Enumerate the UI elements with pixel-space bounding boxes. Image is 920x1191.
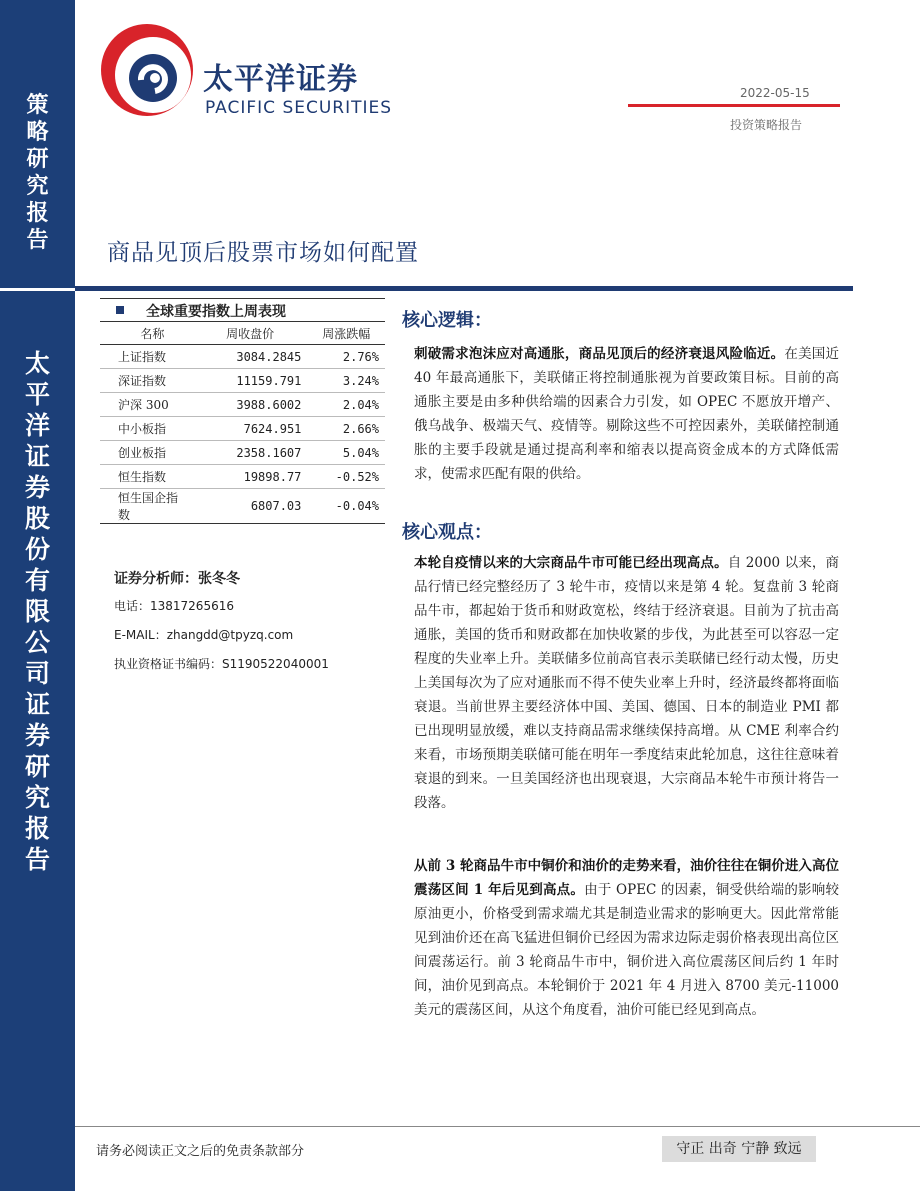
index-name: 中小板指 — [100, 417, 193, 441]
index-name: 上证指数 — [100, 345, 193, 369]
analyst-info — [114, 568, 329, 684]
report-type: 投资策略报告 — [730, 118, 803, 132]
table-row — [100, 345, 385, 369]
analyst-name: 证券分析师：张冬冬 — [114, 571, 240, 587]
index-name: 创业板指 — [100, 441, 193, 465]
table-row — [100, 369, 385, 393]
index-name: 深证指数 — [100, 369, 193, 393]
brand-name-cn: 太平洋证券 — [203, 62, 358, 97]
table-row — [100, 393, 385, 417]
table-header-row — [100, 322, 385, 345]
company-logo-icon — [97, 20, 197, 120]
table-row — [100, 489, 385, 524]
index-change: 2.66% — [307, 417, 385, 441]
index-close: 2358.1607 — [193, 441, 308, 465]
header-accent-line — [628, 104, 840, 107]
analyst-phone: 电话：13817265616 — [114, 599, 234, 613]
report-title: 商品见顶后股票市场如何配置 — [107, 240, 419, 266]
index-change: -0.04% — [307, 489, 385, 524]
core-view-body-2: 由于 OPEC 的因素，铜受供给端的影响较原油更小，价格受到需求端尤其是制造业需求的影响更大。因此常常能见到油价还在高飞猛进但铜价已经因为需求边际走弱价格表现出高位区间震荡运行。前 3 轮商品牛市中，铜价进入高位震荡区间后约 1 年时间，油价见到高点。本轮铜价于 2021 年 4 月进入 8700 美元-11000 美元的震荡区间，从这个角度看，油价可能已经见到高点。 — [414, 882, 839, 1018]
core-view-lead-1: 本轮自疫情以来的大宗商品牛市可能已经出现高点。 — [414, 555, 728, 571]
core-view-paragraph-1 — [414, 551, 839, 815]
col-header-change: 周涨跌幅 — [307, 322, 385, 345]
index-name: 恒生国企指数 — [100, 489, 193, 524]
index-box-header — [100, 298, 385, 322]
index-close: 11159.791 — [193, 369, 308, 393]
core-view-heading: 核心观点： — [402, 522, 492, 543]
index-name: 沪深 300 — [100, 393, 193, 417]
col-header-name: 名称 — [100, 322, 193, 345]
table-row — [100, 441, 385, 465]
sidebar-bottom-label: 太 平 洋 证 券 股 份 有 限 公 司 证 券 研 究 报 告 — [24, 349, 50, 874]
index-box-title: 全球重要指数上周表现 — [146, 304, 286, 320]
index-close: 3084.2845 — [193, 345, 308, 369]
core-logic-heading: 核心逻辑： — [402, 310, 492, 331]
analyst-cert: 执业资格证书编码：S1190522040001 — [114, 657, 329, 671]
core-logic-paragraph — [414, 342, 839, 486]
index-change: 2.04% — [307, 393, 385, 417]
index-close: 19898.77 — [193, 465, 308, 489]
core-view-body-1: 自 2000 以来，商品行情已经完整经历了 3 轮牛市，疫情以来是第 4 轮。复盘前 3 轮商品牛市，都起始于货币和财政宽松，终结于经济衰退。目前为了抗击高通胀，美国的货币和财政都在加快收紧的步伐，为此甚至可以容忍一定程度的失业率上升。美联储多位前高官表示美联储已经行动太慢，历史上美国每次为了应对通胀而不得不使失业率上升时，经济最终都将面临衰退。当前世界主要经济体中国、美国、德国、日本的制造业 PMI 都已出现明显放缓，难以支持商品需求继续保持高增。从 CME 利率合约来看，市场预期美联储可能在明年一季度结束此轮加息，这往往意味着衰退的到来。一旦美国经济也出现衰退，大宗商品本轮牛市预计将告一段落。 — [414, 555, 839, 811]
brand-name-en: PACIFIC SECURITIES — [205, 98, 393, 118]
index-close: 7624.951 — [193, 417, 308, 441]
table-row — [100, 465, 385, 489]
left-sidebar — [0, 0, 75, 1191]
core-logic-body: 在美国近 40 年最高通胀下，美联储正将控制通胀视为首要政策目标。目前的高通胀主要是由多种供给端的因素合力引发，如 OPEC 不愿放开增产、俄乌战争、极端天气、疫情等。剔除这些不可控因素外，美联储控制通胀的主要手段就是通过提高利率和缩表以提高资金成本的方式降低需求，使需求匹配有限的供给。 — [414, 346, 840, 482]
index-table — [100, 322, 385, 524]
index-name: 恒生指数 — [100, 465, 193, 489]
footer-disclaimer: 请务必阅读正文之后的免责条款部分 — [96, 1144, 305, 1159]
core-view-lead-2: 从前 3 轮商品牛市中铜价和油价的走势来看，油价往往在铜价进入高位震荡区间 1 年后见到高点。 — [414, 858, 839, 898]
index-change: 5.04% — [307, 441, 385, 465]
analyst-email[interactable]: E-MAIL：zhangdd@tpyzq.com — [114, 628, 294, 642]
core-view-paragraph-2 — [414, 854, 839, 1022]
title-divider — [75, 286, 853, 291]
footer-divider — [75, 1126, 920, 1127]
index-change: -0.52% — [307, 465, 385, 489]
sidebar-top-label: 策 略 研 究 报 告 — [26, 92, 49, 253]
bullet-square-icon — [116, 306, 124, 314]
index-change: 2.76% — [307, 345, 385, 369]
index-change: 3.24% — [307, 369, 385, 393]
sidebar-divider — [0, 288, 75, 291]
core-logic-lead: 刺破需求泡沫应对高通胀，商品见顶后的经济衰退风险临近。 — [414, 346, 785, 362]
index-close: 6807.03 — [193, 489, 308, 524]
footer-motto: 守正 出奇 宁静 致远 — [662, 1136, 816, 1162]
col-header-close: 周收盘价 — [193, 322, 308, 345]
index-close: 3988.6002 — [193, 393, 308, 417]
index-performance-box — [100, 298, 385, 524]
report-date: 2022-05-15 — [740, 86, 810, 100]
table-row — [100, 417, 385, 441]
